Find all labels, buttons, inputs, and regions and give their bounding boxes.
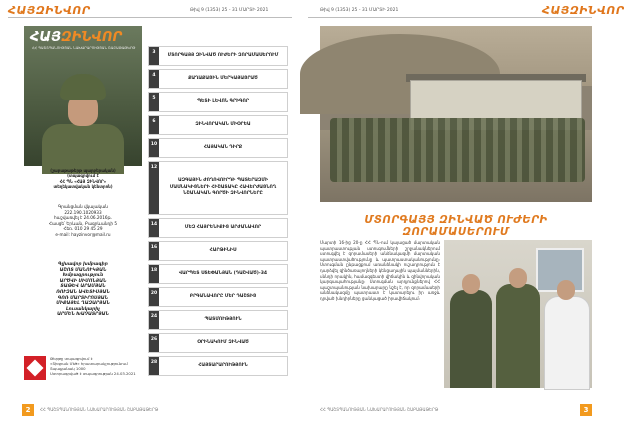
issue-line: Թիվ 9 (1353) 25 - 31 ՄԱՐՏԻ 2021 (320, 8, 399, 13)
printing-info: Թերթը տպագրվում է «Տիգրան Մեծ» հրատարակչությունում Տպաքանակ 1000 Ստորագրված է տպագրության 24.03.2021 (50, 356, 136, 376)
cover-caption: (շաբաթաթերթ պարբերական) (տպագրվում է ՀՀ ՊՆ «ՀԱՅ ԶԻՆՎՈՐ» տեղեկատվական կենտրոն) (50, 168, 116, 190)
toc-item[interactable]: 26 ՕՐԻՆԱԿՈՒՄ ԶԻՆՎԱԾ (148, 333, 288, 353)
cover-subtitle: ՀՀ ՊԱՇՏՊԱՆՈՒԹՅԱՆ ՆԱԽԱՐԱՐՈՒԹՅԱՆ ՇԱԲԱԹԱԹԵՐԹ (32, 46, 136, 50)
page-number: 2 (22, 404, 34, 416)
masthead-logo: ՀԱՅԶԻՆՎՈՐ (8, 4, 91, 17)
editorial-staff: Գլխավոր խմբագիր ԱՇՈՏ ՄԱՆՈՒԿՅԱՆ Խմբագրություն ԱՐԾՎԻ ՍԻՄՈՆՅԱՆ ՏԱԹԵՎ ԱՐԱՄՅԱՆ ՌՈՒԶԱՆ ԱՎԵՏԻՍՅԱՆ ԳՈՌ ՄԱՐՏԻՐՈՍՅԱՆ ՄԻՔԱՅԵԼ ՂԱԶԱՐՅԱՆ Լուսանկարիչ ԱՐՄԵՆ ԽԱՉԱՏՐՅԱՆ (56, 262, 110, 318)
page-footer-caption: ՀՀ ՊԱՇՏՊԱՆՈՒԹՅԱՆ ՆԱԽԱՐԱՐՈՒԹՅԱՆ ՇԱԲԱԹԱԹԵՐԹ (40, 407, 159, 412)
toc-item[interactable]: 20 ԲՐԳԱՆԱՎՈՐԸ ՄԵՐ ԴԱՇՏԻՑ (148, 287, 288, 307)
page-number: 3 (580, 404, 592, 416)
toc-item[interactable]: 12 ԱԶԳԱՅԻՆ ԺՈՂՈՎՈՒՐԴԻ ՊԱՏԵՐԱԶՄԻ ՄԱՍՆԱԿԻՑՆԵՐԻ ՀԻՇԱՏԱԿԸ ՀԱՎԵՐԺԱՑՆՈՂ ՆՇԱՆԱԿԱՆ ԳՈՐԾԻ ԶԻՆՎՈՐՆԵՐԸ (148, 161, 288, 215)
toc-item[interactable]: 14 ՄԵԶ ՀԱՅՐԵՆԻՔԻՑ ԱՐԺԱՆԱՎՈՐ (148, 218, 288, 238)
masthead-logo: ՀԱՅԶԻՆՎՈՐ (542, 4, 624, 17)
toc-item[interactable]: 16 ՀԱՐԹԻՆԻՍ (148, 241, 288, 261)
printer-logo (24, 356, 46, 380)
table-of-contents (148, 46, 288, 379)
toc-item[interactable]: 4 ՔԱՂԱՔԱՑԻՆ ՄԵՐԿԱՅԱՑՐԱԾ (148, 69, 288, 89)
cover-image (24, 26, 142, 166)
header-rule (8, 17, 292, 18)
issue-line: Թիվ 9 (1353) 25 - 31 ՄԱՐՏԻ 2021 (190, 8, 269, 13)
article-headline: ՄՏՈՐԳԱՅՅ ԶԻՆՎԱԾ ՈՒԺԵՐԻ ԶՈՐԱՄԱՍԵՐՈՒՄ (364, 214, 548, 238)
toc-item[interactable]: 3 ՄՏՈՐԳԱՅՅ ԶԻՆՎԱԾ ՈՒԺԵՐԻ ԶՈՐԱՄԱՍԵՐՈՒՄ (148, 46, 288, 66)
troops-parade-photo (320, 26, 592, 202)
article-body: Մարտի 16-ից 20-ը ՀՀ ՊՆ-ում կայացած մարտական պատրաստության ստուգումների շրջանակներում ստուգվել է զորամասերի անձնակազմի մարտական պատրաստվածությունը և պատրաստականությունը։ Ստուգման ընթացքում առանձնակի ուշադրություն է դարձվել զինծառայողների կենցաղային պայմաններին, սննդի որակին, համազգեստի վիճակին և զինվորական կարգապահությանը։ Ստուգման արդյունքներով ՀՀ պաշտպանության նախարարը նշել է, որ զորամասերի անձնակազմը պատրաստ է կատարելու իր առջև դրված խնդիրները ցանկացած իրավիճակում։ (320, 240, 440, 301)
left-page (0, 0, 300, 424)
inspection-photo (444, 240, 592, 388)
publication-info: Գրանցման վկայական 222.190.1020933 հաշվառվել է 24.06.2016թ. Հասցե՝ Երևան, Բագրևանդի 5 Հեռ. 010 29 45 29 e-mail: hayzinvor@mail.ru (49, 204, 117, 237)
toc-item[interactable]: 10 ՀԱՅԱԿԱՆ ԴԻՐՔ (148, 138, 288, 158)
toc-item[interactable]: 5 ՊԵՏԻ ԼԵՎՈՆ ԳՐԻԳՈՐ (148, 92, 288, 112)
toc-item[interactable]: 24 ՊԱՏՄՈՒԹՅՈՒՆ (148, 310, 288, 330)
header-rule (308, 17, 592, 18)
toc-item[interactable]: 6 ԶԻՆՎՈՐԱԿԱՆ ՄԻՕՐԵԱ (148, 115, 288, 135)
right-page (300, 0, 624, 424)
toc-item[interactable]: 18 ՎԱՐՊԵՏ ՍՏԵՓԱՆՅԱՆ (ԴԱՇՎԱԾ)-34 (148, 264, 288, 284)
cover-logo: ՀԱՅԶԻՆՎՈՐ (30, 30, 123, 45)
toc-item[interactable]: 28 ՀԱՅՏԱՐԱՐՈՒԹՅՈՒՆ (148, 356, 288, 376)
soldier-figure (42, 124, 124, 174)
page-footer-caption: ՀՀ ՊԱՇՏՊԱՆՈՒԹՅԱՆ ՆԱԽԱՐԱՐՈՒԹՅԱՆ ՇԱԲԱԹԱԹԵՐԹ (320, 407, 439, 412)
